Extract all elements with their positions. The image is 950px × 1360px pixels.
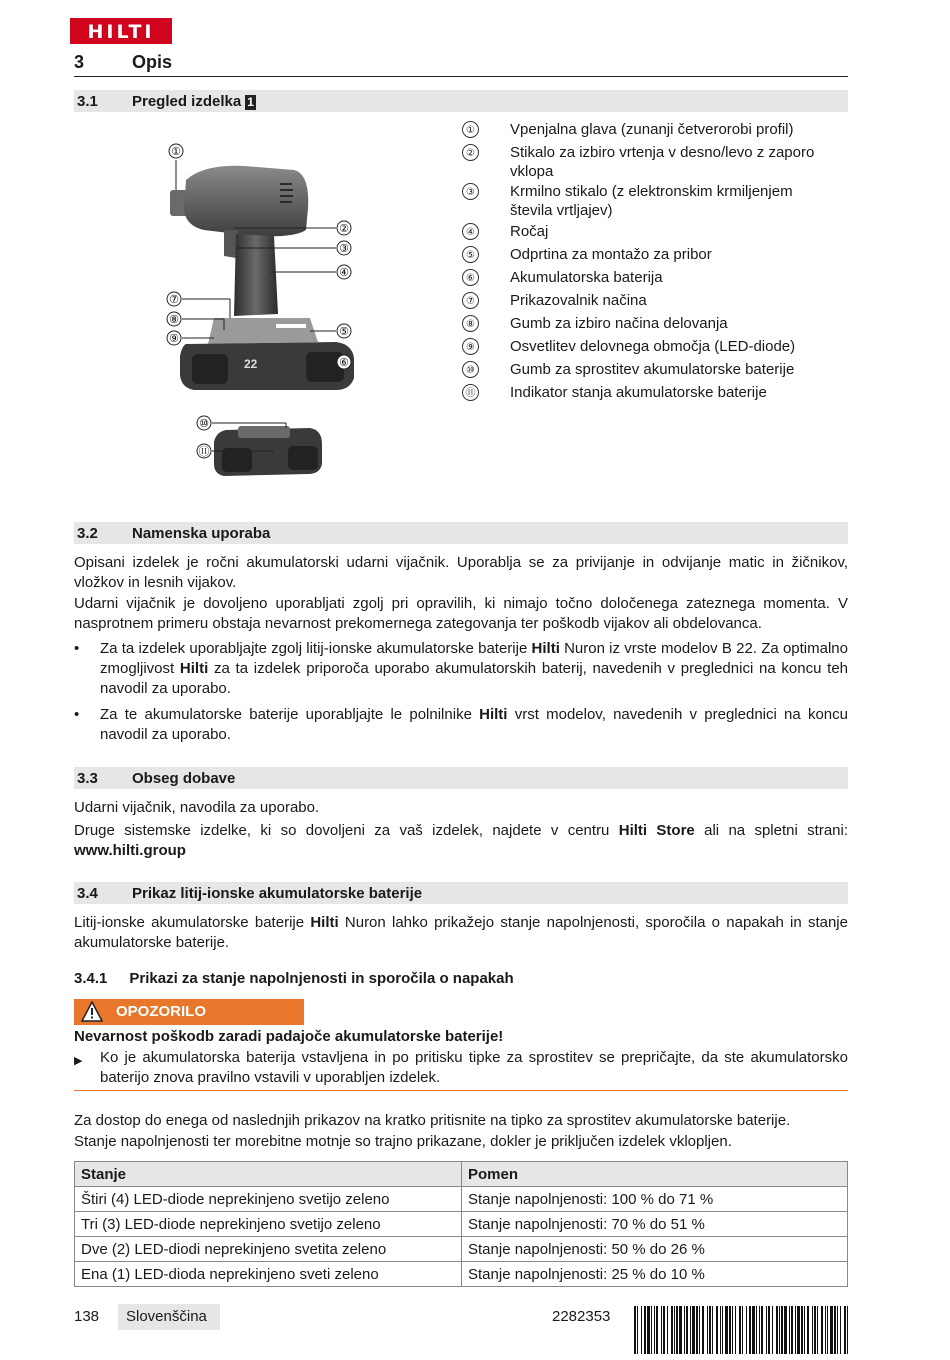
product-illustration bbox=[74, 118, 440, 498]
barcode-bar bbox=[746, 1306, 747, 1354]
barcode-bar bbox=[766, 1306, 767, 1354]
warning-icon bbox=[81, 1001, 103, 1022]
section-title: Pregled izdelka 1 bbox=[132, 93, 254, 110]
barcode-bar bbox=[742, 1306, 743, 1354]
barcode-bar bbox=[732, 1306, 733, 1354]
website-link[interactable]: www.hilti.group bbox=[74, 842, 186, 859]
paragraph: Stanje napolnjenosti ter morebitne motnje so trajno prikazane, dokler je priključen izdelek vklopljen. bbox=[74, 1133, 732, 1150]
barcode-bar bbox=[817, 1306, 818, 1354]
barcode-bar bbox=[699, 1306, 700, 1354]
barcode-bar bbox=[679, 1306, 682, 1354]
barcode-bar bbox=[772, 1306, 773, 1354]
legend-item: ② Stikalo za izbiro vrtenja v desno/levo z zaporo vklopa bbox=[462, 143, 842, 181]
paragraph: Opisani izdelek je ročni akumulatorski udarni vijačnik. Uporablja se za privijanje in odvijanje matic in žičnikov, vložkov in lesnih vijakov. bbox=[74, 554, 848, 591]
chapter-title: Opis bbox=[132, 52, 173, 72]
barcode-bar bbox=[781, 1306, 783, 1354]
barcode-bar bbox=[729, 1306, 731, 1354]
barcode-bar bbox=[825, 1306, 826, 1354]
table-cell: Stanje napolnjenosti: 100 % do 71 % bbox=[462, 1187, 848, 1212]
barcode-bar bbox=[789, 1306, 790, 1354]
section-number: 3.1 bbox=[77, 93, 98, 110]
table-cell: Stanje napolnjenosti: 50 % do 26 % bbox=[462, 1237, 848, 1262]
callout-6: ⑥ bbox=[339, 357, 349, 369]
barcode-bar bbox=[641, 1306, 642, 1354]
barcode-bar bbox=[776, 1306, 778, 1354]
logo-text: HILTI bbox=[87, 21, 155, 43]
paragraph: Udarni vijačnik je dovoljeno uporabljati zgolj pri opravilih, ki nimajo točno določenega zateznega momenta. V nasprotnem primeru obstaja nevarnost prekomernega zategovanja ter poškodb vijakov ali obdelovanca. bbox=[74, 595, 848, 632]
page-number: 138 bbox=[74, 1308, 100, 1325]
subsection-heading-3-4-1: 3.4.1 Prikazi za stanje napolnjenosti in sporočila o napakah bbox=[74, 970, 514, 987]
barcode-bar bbox=[844, 1306, 846, 1354]
barcode-bar bbox=[634, 1306, 636, 1354]
barcode-bar bbox=[692, 1306, 695, 1354]
barcode-bar bbox=[716, 1306, 718, 1354]
legend-item: ⑪ Indikator stanja akumulatorske baterije bbox=[462, 383, 842, 402]
barcode-bar bbox=[791, 1306, 793, 1354]
barcode-bar bbox=[712, 1306, 713, 1354]
barcode-bar bbox=[768, 1306, 770, 1354]
battery-detached-foot-right bbox=[288, 446, 318, 470]
handle-shape bbox=[234, 234, 278, 316]
legend-item: ④ Ročaj bbox=[462, 222, 842, 241]
barcode-bar bbox=[707, 1306, 708, 1354]
charge-status-table bbox=[74, 1161, 848, 1287]
battery-detached-foot-left bbox=[222, 448, 252, 472]
paragraph: Za dostop do enega od naslednjih prikazov na kratko pritisnite na tipko za sprostitev akumulatorske baterije. bbox=[74, 1112, 791, 1129]
barcode-bar bbox=[684, 1306, 685, 1354]
barcode-bar bbox=[702, 1306, 704, 1354]
table-row bbox=[75, 1237, 848, 1262]
barcode-bar bbox=[686, 1306, 688, 1354]
section-number: 3.4 bbox=[77, 885, 98, 902]
section-heading-3-4 bbox=[74, 882, 848, 904]
barcode-bar bbox=[837, 1306, 838, 1354]
barcode-bar bbox=[807, 1306, 809, 1354]
barcode-bar bbox=[661, 1306, 662, 1354]
barcode-bar bbox=[739, 1306, 741, 1354]
table-header-row bbox=[75, 1162, 848, 1187]
callout-5: ⑤ bbox=[339, 326, 349, 338]
callout-10: ⑩ bbox=[199, 418, 209, 430]
table-cell: Tri (3) LED-diode neprekinjeno svetijo zeleno bbox=[75, 1212, 462, 1237]
table-cell: Stanje napolnjenosti: 70 % do 51 % bbox=[462, 1212, 848, 1237]
callout-11: ⑪ bbox=[198, 446, 210, 458]
barcode-bar bbox=[784, 1306, 787, 1354]
barcode-bar bbox=[804, 1306, 805, 1354]
barcode-bar bbox=[749, 1306, 751, 1354]
barcode-bar bbox=[651, 1306, 652, 1354]
battery-label: 22 bbox=[244, 357, 258, 371]
barcode-bar bbox=[812, 1306, 813, 1354]
section-number: 3.3 bbox=[77, 770, 98, 787]
barcode-bar bbox=[663, 1306, 665, 1354]
legend-item: ⑧ Gumb za izbiro načina delovanja bbox=[462, 314, 842, 333]
section-heading-3-1 bbox=[74, 90, 848, 112]
callout-2: ② bbox=[339, 223, 349, 235]
callout-9: ⑨ bbox=[169, 333, 179, 345]
callout-7: ⑦ bbox=[169, 294, 179, 306]
paragraph: Litij-ionske akumulatorske baterije Hilti Nuron lahko prikažejo stanje napolnjenosti, sporočila o napakah in stanje akumulatorske baterije. bbox=[74, 914, 848, 951]
barcode-bar bbox=[814, 1306, 816, 1354]
barcode-bar bbox=[752, 1306, 755, 1354]
barcode-bar bbox=[821, 1306, 823, 1354]
legend-item: ⑤ Odprtina za montažo za pribor bbox=[462, 245, 842, 264]
table-cell: Štiri (4) LED-diode neprekinjeno svetijo zeleno bbox=[75, 1187, 462, 1212]
barcode-bar bbox=[644, 1306, 646, 1354]
table-row bbox=[75, 1262, 848, 1287]
language-label: Slovenščina bbox=[126, 1308, 207, 1325]
barcode-bar bbox=[722, 1306, 723, 1354]
warning-headline: Nevarnost poškodb zaradi padajoče akumulatorske baterije! bbox=[74, 1028, 504, 1045]
callout-1: ① bbox=[171, 146, 181, 158]
battery-foot-left bbox=[192, 354, 228, 384]
barcode-bar bbox=[637, 1306, 638, 1354]
figure-reference: 1 bbox=[247, 95, 254, 109]
barcode-bar bbox=[801, 1306, 803, 1354]
barcode-bar bbox=[696, 1306, 698, 1354]
legend-item: ① Vpenjalna glava (zunanji četverorobi profil) bbox=[462, 120, 842, 139]
barcode-bar bbox=[834, 1306, 836, 1354]
barcode-bar bbox=[795, 1306, 796, 1354]
paragraph: Udarni vijačnik, navodila za uporabo. bbox=[74, 799, 320, 816]
barcode-bar bbox=[656, 1306, 658, 1354]
section-title: Obseg dobave bbox=[132, 770, 236, 787]
section-number: 3.2 bbox=[77, 525, 98, 542]
callout-8: ⑧ bbox=[169, 314, 179, 326]
barcode-icon bbox=[634, 1306, 848, 1354]
warning-divider bbox=[74, 1090, 848, 1091]
legend-item: ⑨ Osvetlitev delovnega območja (LED-diode) bbox=[462, 337, 842, 356]
barcode-bar bbox=[847, 1306, 848, 1354]
battery-release-button-shape bbox=[238, 426, 290, 438]
chapter-heading bbox=[74, 52, 848, 77]
document-number: 2282353 bbox=[552, 1308, 611, 1325]
warning-label: OPOZORILO bbox=[116, 1003, 206, 1020]
table-header: Stanje bbox=[75, 1162, 462, 1187]
legend-item: ⑩ Gumb za sprostitev akumulatorske baterije bbox=[462, 360, 842, 379]
bullet-item: • Za ta izdelek uporabljajte zgolj litij-ionske akumulatorske baterije Hilti Nuron iz vrste modelov B 22. Za optimalno zmogljivost Hilti za ta izdelek priporoča uporabo akumulatorskih baterij, navedenih v preglednici na koncu teh navodil za uporabo. bbox=[74, 640, 849, 697]
legend-item: ⑦ Prikazovalnik načina bbox=[462, 291, 842, 310]
barcode-bar bbox=[761, 1306, 763, 1354]
barcode-bar bbox=[756, 1306, 757, 1354]
barcode-bar bbox=[720, 1306, 721, 1354]
barcode-bar bbox=[840, 1306, 841, 1354]
barcode-bar bbox=[671, 1306, 673, 1354]
legend-item: ③ Krmilno stikalo (z elektronskim krmiljenjem števila vrtljajev) bbox=[462, 182, 842, 220]
table-cell: Dve (2) LED-diodi neprekinjeno svetita zeleno bbox=[75, 1237, 462, 1262]
section-heading-3-2 bbox=[74, 522, 848, 544]
table-row bbox=[75, 1187, 848, 1212]
barcode-bar bbox=[830, 1306, 833, 1354]
bullet-item: • Za te akumulatorske baterije uporabljajte le polnilnike Hilti vrst modelov, navedenih v preglednici na koncu navodil za uporabo. bbox=[74, 706, 848, 743]
section-title: Prikaz litij-ionske akumulatorske baterije bbox=[132, 885, 423, 902]
barcode-bar bbox=[797, 1306, 800, 1354]
barcode-bar bbox=[676, 1306, 678, 1354]
barcode-bar bbox=[779, 1306, 780, 1354]
legend-item: ⑥ Akumulatorska baterija bbox=[462, 268, 842, 287]
barcode-bar bbox=[654, 1306, 655, 1354]
callout-3: ③ bbox=[339, 243, 349, 255]
section-heading-3-3 bbox=[74, 767, 848, 789]
language-tab bbox=[118, 1304, 220, 1330]
chapter-number: 3 bbox=[74, 52, 85, 72]
barcode-bar bbox=[690, 1306, 691, 1354]
mode-display-shape bbox=[276, 324, 306, 328]
warning-instruction: ▶ Ko je akumulatorska baterija vstavljena in po pritisku tipke za sprostitev se prepričajte, da ste akumulatorsko baterijo znova pravilno vstavili v uporabljen izdelek. bbox=[74, 1049, 848, 1086]
barcode-bar bbox=[759, 1306, 760, 1354]
barcode-bar bbox=[674, 1306, 675, 1354]
table-cell: Ena (1) LED-dioda neprekinjeno sveti zeleno bbox=[75, 1262, 462, 1287]
table-cell: Stanje napolnjenosti: 25 % do 10 % bbox=[462, 1262, 848, 1287]
barcode-bar bbox=[735, 1306, 736, 1354]
hilti-logo bbox=[70, 18, 172, 44]
paragraph: Druge sistemske izdelke, ki so dovoljeni za vaš izdelek, najdete v centru Hilti Store ali na spletni strani: www.hilti.group bbox=[74, 822, 849, 859]
callout-4: ④ bbox=[339, 267, 349, 279]
barcode-bar bbox=[667, 1306, 668, 1354]
barcode-bar bbox=[725, 1306, 728, 1354]
barcode-bar bbox=[709, 1306, 711, 1354]
barcode-bar bbox=[647, 1306, 650, 1354]
table-row bbox=[75, 1212, 848, 1237]
warning-banner bbox=[74, 999, 304, 1025]
barcode-bar bbox=[827, 1306, 828, 1354]
table-header: Pomen bbox=[462, 1162, 848, 1187]
section-title: Namenska uporaba bbox=[132, 525, 271, 542]
